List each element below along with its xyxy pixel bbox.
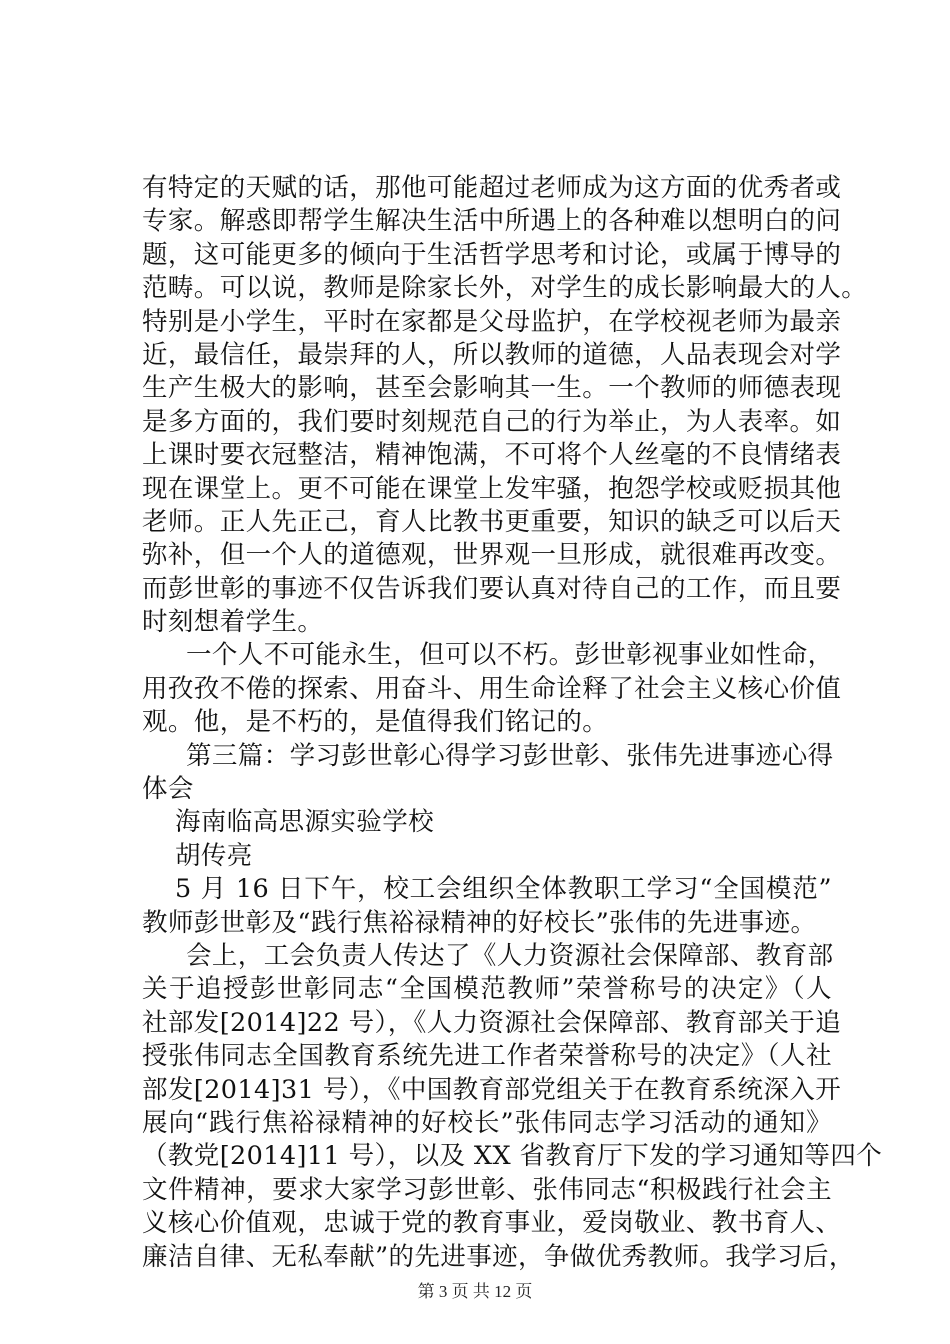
text-line: 时刻想着学生。 xyxy=(142,607,324,638)
section-heading-continued: 体会 xyxy=(142,774,194,805)
text-line: 社部发[2014]22 号），《人力资源社会保障部、教育部关于追 xyxy=(142,1007,842,1038)
text-line: 有特定的天赋的话，那他可能超过老师成为这方面的优秀者或 xyxy=(142,173,842,203)
text-line: 会上，工会负责人传达了《人力资源社会保障部、教育部 xyxy=(186,940,834,971)
text-line: 一个人不可能永生，但可以不朽。彭世彰视事业如性命， xyxy=(186,640,834,671)
page-number-footer: 第 3 页 共 12 页 xyxy=(417,1282,533,1301)
author-name: 胡传亮 xyxy=(175,840,253,871)
text-line: 范畴。可以说，教师是除家长外，对学生的成长影响最大的人。 xyxy=(142,273,868,304)
document-body xyxy=(142,172,883,1274)
text-line: 近，最信任，最崇拜的人，所以教师的道德，人品表现会对学 xyxy=(142,339,842,370)
text-line: （教党[2014]11 号），以及 XX 省教育厅下发的学习通知等四个 xyxy=(142,1141,883,1172)
text-line: 专家。解惑即帮学生解决生活中所遇上的各种难以想明白的问 xyxy=(142,206,842,237)
text-line: 5 月 16 日下午，校工会组织全体教职工学习“全国模范” xyxy=(175,874,832,905)
text-line: 现在课堂上。更不可能在课堂上发牢骚，抱怨学校或贬损其他 xyxy=(142,473,842,504)
text-line: 弥补，但一个人的道德观，世界观一旦形成，就很难再改变。 xyxy=(142,540,842,571)
text-line: 用孜孜不倦的探索、用奋斗、用生命诠释了社会主义核心价值 xyxy=(142,673,842,704)
text-line: 义核心价值观，忠诚于党的教育事业，爱岗敬业、教书育人、 xyxy=(142,1208,842,1239)
text-line: 老师。正人先正己，育人比教书更重要，知识的缺乏可以后天 xyxy=(142,506,842,537)
text-line: 生产生极大的影响，甚至会影响其一生。一个教师的师德表现 xyxy=(142,373,842,404)
text-line: 而彭世彰的事迹不仅告诉我们要认真对待自己的工作，而且要 xyxy=(142,573,842,604)
text-line: 关于追授彭世彰同志“全国模范教师”荣誉称号的决定》（人 xyxy=(142,974,832,1005)
text-line: 是多方面的，我们要时刻规范自己的行为举止，为人表率。如 xyxy=(142,406,842,437)
text-line: 授张伟同志全国教育系统先进工作者荣誉称号的决定》（人社 xyxy=(142,1041,832,1072)
section-heading: 第三篇：学习彭世彰心得学习彭世彰、张伟先进事迹心得 xyxy=(186,740,834,771)
text-line: 观。他，是不朽的，是值得我们铭记的。 xyxy=(142,707,609,738)
text-line: 廉洁自律、无私奉献”的先进事迹，争做优秀教师。我学习后， xyxy=(142,1241,855,1272)
text-line: 教师彭世彰及“践行焦裕禄精神的好校长”张伟的先进事迹。 xyxy=(142,907,817,938)
text-line: 题，这可能更多的倾向于生活哲学思考和讨论，或属于博导的 xyxy=(142,239,842,270)
text-line: 文件精神，要求大家学习彭世彰、张伟同志“积极践行社会主 xyxy=(142,1174,832,1205)
school-name: 海南临高思源实验学校 xyxy=(175,807,435,838)
text-line: 特别是小学生，平时在家都是父母监护，在学校视老师为最亲 xyxy=(142,306,842,337)
text-line: 展向“践行焦裕禄精神的好校长”张伟同志学习活动的通知》 xyxy=(142,1107,832,1138)
text-line: 部发[2014]31 号），《中国教育部党组关于在教育系统深入开 xyxy=(142,1074,842,1105)
text-line: 上课时要衣冠整洁，精神饱满，不可将个人丝毫的不良情绪表 xyxy=(142,440,842,471)
